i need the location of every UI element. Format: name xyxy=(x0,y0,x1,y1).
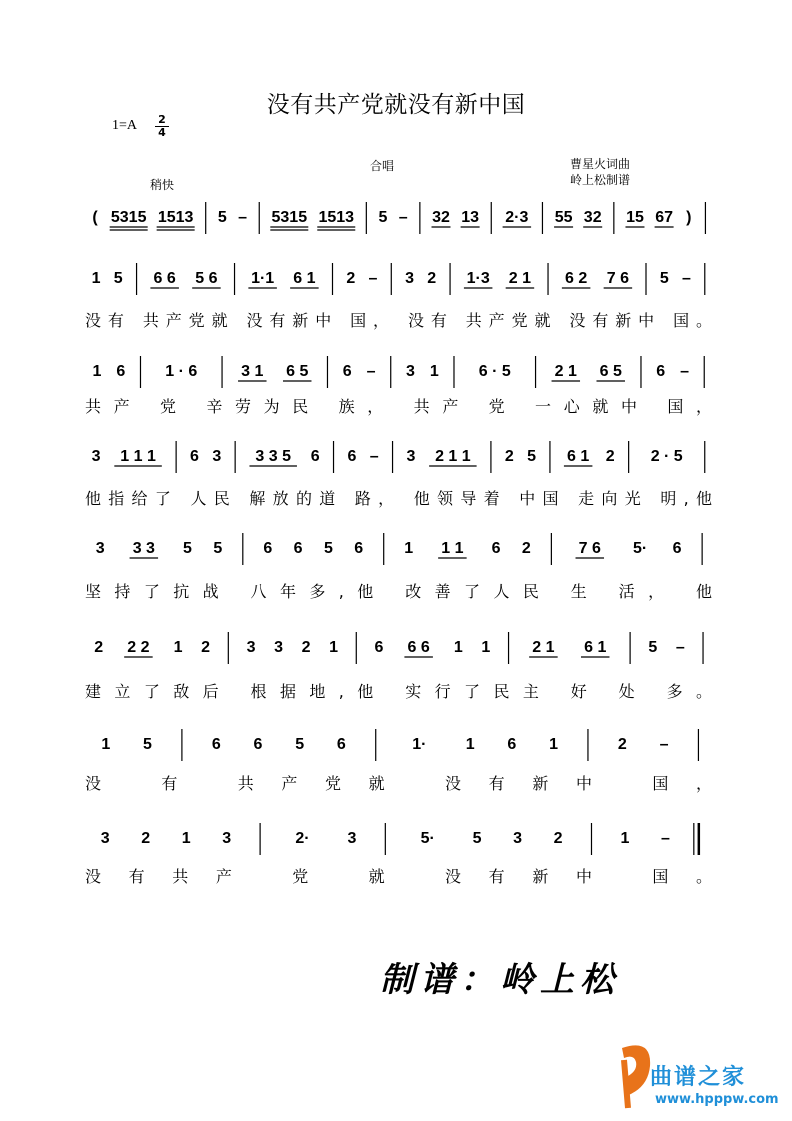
note-group: 5· xyxy=(420,830,435,847)
note-group: 1 xyxy=(92,363,102,380)
note-group: 6 xyxy=(656,363,666,380)
logo-url[interactable]: www.hpppw.com xyxy=(655,1092,779,1107)
note-group: – xyxy=(682,270,691,287)
note-group: 5 xyxy=(213,540,223,557)
note-group: 6 1 xyxy=(584,639,607,656)
note-group: 6 xyxy=(310,448,320,465)
note-group: 6 xyxy=(211,736,221,753)
note-group: 5 xyxy=(527,448,537,465)
genre-label: 合唱 xyxy=(370,159,395,173)
note-group: 15 xyxy=(626,209,644,226)
note-group: 1 xyxy=(620,830,630,847)
note-group: 2 xyxy=(553,830,563,847)
note-group: 67 xyxy=(655,209,673,226)
note-group: 1 xyxy=(329,639,339,656)
note-group: 2 xyxy=(427,270,437,287)
note-group: ( xyxy=(92,209,98,226)
note-group: 6 xyxy=(336,736,346,753)
note-group: – xyxy=(238,209,248,226)
note-group: 3 xyxy=(405,270,415,287)
note-group: 1· xyxy=(412,736,427,753)
note-group: 6 xyxy=(374,639,384,656)
note-group: 6 6 xyxy=(153,270,176,287)
lyrics-line: 建立了敌后 根据地,他 实行了民主 好 处 多。 xyxy=(85,682,713,701)
note-group: 2 1 xyxy=(554,363,577,380)
note-group: 2 xyxy=(301,639,311,656)
note-group: 3 xyxy=(274,639,283,656)
transcriber-credit: 岭上松制谱 xyxy=(570,173,631,187)
note-group: 5 xyxy=(659,270,669,287)
note-group: 1 xyxy=(465,736,475,753)
lyrics-line: 坚持了抗战 八年多,他 改善了人民 生 活， 他 xyxy=(85,582,713,601)
note-group: – xyxy=(369,448,379,465)
note-group: 5 xyxy=(378,209,388,226)
note-group: 6 xyxy=(116,363,126,380)
note-group: 6 1 xyxy=(567,448,590,465)
note-group: 2 xyxy=(605,448,615,465)
note-group: – xyxy=(368,270,378,287)
lyrics-line: 共产 党 辛劳为民 族， 共产 党 一心就中 国， xyxy=(85,397,712,416)
note-group: 3 xyxy=(347,830,357,847)
note-group: 3 xyxy=(246,639,256,656)
note-group: 2 1 xyxy=(508,270,532,287)
note-group: 5 xyxy=(295,736,305,753)
note-group: 1·3 xyxy=(466,270,490,287)
note-group: – xyxy=(659,736,669,753)
note-group: 32 xyxy=(583,209,602,226)
note-group: 5· xyxy=(633,540,648,557)
note-group: 2·3 xyxy=(505,209,529,226)
note-group: 3 xyxy=(513,830,523,847)
composer-credit: 曹星火词曲 xyxy=(570,157,631,171)
note-group: 6 xyxy=(293,540,303,557)
note-group: 6 xyxy=(253,736,263,753)
note-group: 1 xyxy=(549,736,559,753)
note-group: 2 xyxy=(94,639,104,656)
note-group: 5 xyxy=(143,736,152,753)
note-group: 6 5 xyxy=(599,363,622,380)
note-group: 1·1 xyxy=(251,270,275,287)
note-group: 2 2 xyxy=(127,639,150,656)
note-group: 3 1 xyxy=(241,363,264,380)
note-group: 55 xyxy=(554,209,573,226)
note-group: 6 xyxy=(491,540,501,557)
note-group: ) xyxy=(686,209,692,226)
note-group: 1 xyxy=(481,639,491,656)
page-title: 没有共产党就没有新中国 xyxy=(266,92,526,118)
time-bottom: 4 xyxy=(158,126,166,139)
note-group: 2 1 1 xyxy=(435,448,471,465)
lyrics-line: 没 有 共产党就 没有新中 国， xyxy=(85,774,713,793)
note-group: 5315 xyxy=(271,209,308,226)
note-group: 5 xyxy=(472,830,482,847)
note-group: 6 xyxy=(672,540,682,557)
note-group: 2 xyxy=(141,830,151,847)
note-group: 6 xyxy=(347,448,357,465)
note-group: 3 xyxy=(212,448,222,465)
note-group: 7 6 xyxy=(578,540,601,557)
note-group: 2 · 5 xyxy=(650,448,683,465)
signature: 制谱：岭上松 xyxy=(380,960,620,1000)
note-group: 13 xyxy=(461,209,480,226)
logo-text: 曲谱之家 xyxy=(650,1065,747,1090)
note-group: 6 2 xyxy=(565,270,588,287)
note-group: 5 xyxy=(648,639,658,656)
note-group: 3 xyxy=(406,448,416,465)
note-group: 1 xyxy=(101,736,111,753)
lyrics-line: 没有共产 党 就 没有新中 国。 xyxy=(85,867,713,886)
note-group: 2· xyxy=(295,830,310,847)
note-group: 7 6 xyxy=(606,270,630,287)
note-group: 5315 xyxy=(110,209,147,226)
note-group: 6 6 xyxy=(407,639,430,656)
note-group: 2 xyxy=(521,540,531,557)
lyrics-line: 他指给了 人民 解放的道 路， 他领导着 中国 走向光 明,他 xyxy=(85,489,712,508)
note-group: 5 xyxy=(323,540,333,557)
note-group: 1 xyxy=(181,830,191,847)
note-group: 5 6 xyxy=(195,270,218,287)
note-group: 2 xyxy=(504,448,514,465)
lyrics-line: 没有 共产党就 没有新中 国， 没有 共产党就 没有新中 国。 xyxy=(85,311,712,330)
note-group: 1 xyxy=(429,363,439,380)
note-group: 1513 xyxy=(318,209,355,226)
tempo-marking: 稍快 xyxy=(150,178,175,192)
note-group: 1 xyxy=(173,639,183,656)
note-group: 6 5 xyxy=(286,363,309,380)
note-group: 6 1 xyxy=(293,270,316,287)
note-group: 2 xyxy=(346,270,356,287)
note-group: 3 3 xyxy=(132,540,155,557)
note-group: 1 xyxy=(453,639,463,656)
key-signature: 1=A xyxy=(112,118,138,133)
note-group: 6 xyxy=(190,448,199,465)
note-group: 5 xyxy=(113,270,123,287)
note-group: 2 1 xyxy=(532,639,555,656)
note-group: 6 xyxy=(354,540,364,557)
note-group: – xyxy=(366,363,376,380)
note-group: 6 xyxy=(342,363,352,380)
note-group: 1513 xyxy=(157,209,194,226)
note-group: 5 xyxy=(217,209,227,226)
note-group: 3 3 5 xyxy=(255,448,292,465)
note-group: 6 xyxy=(507,736,517,753)
note-group: 3 xyxy=(405,363,415,380)
note-group: 1 xyxy=(91,270,101,287)
note-group: 1 1 xyxy=(441,540,464,557)
note-group: 6 xyxy=(263,540,273,557)
note-group: 3 xyxy=(91,448,101,465)
note-group: 32 xyxy=(432,209,450,226)
note-group: – xyxy=(675,639,685,656)
note-group: 5 xyxy=(183,540,192,557)
note-group: 2 xyxy=(617,736,627,753)
time-top: 2 xyxy=(158,113,166,126)
note-group: 3 xyxy=(100,830,110,847)
note-group: – xyxy=(680,363,689,380)
note-group: 1 1 1 xyxy=(120,448,156,465)
note-group: 2 xyxy=(201,639,211,656)
note-group: 1 xyxy=(404,540,414,557)
note-group: – xyxy=(660,830,670,847)
note-group: 1 · 6 xyxy=(165,363,198,380)
note-group: 3 xyxy=(222,830,232,847)
note-group: – xyxy=(398,209,408,226)
note-group: 3 xyxy=(95,540,105,557)
note-group: 6 · 5 xyxy=(478,363,511,380)
